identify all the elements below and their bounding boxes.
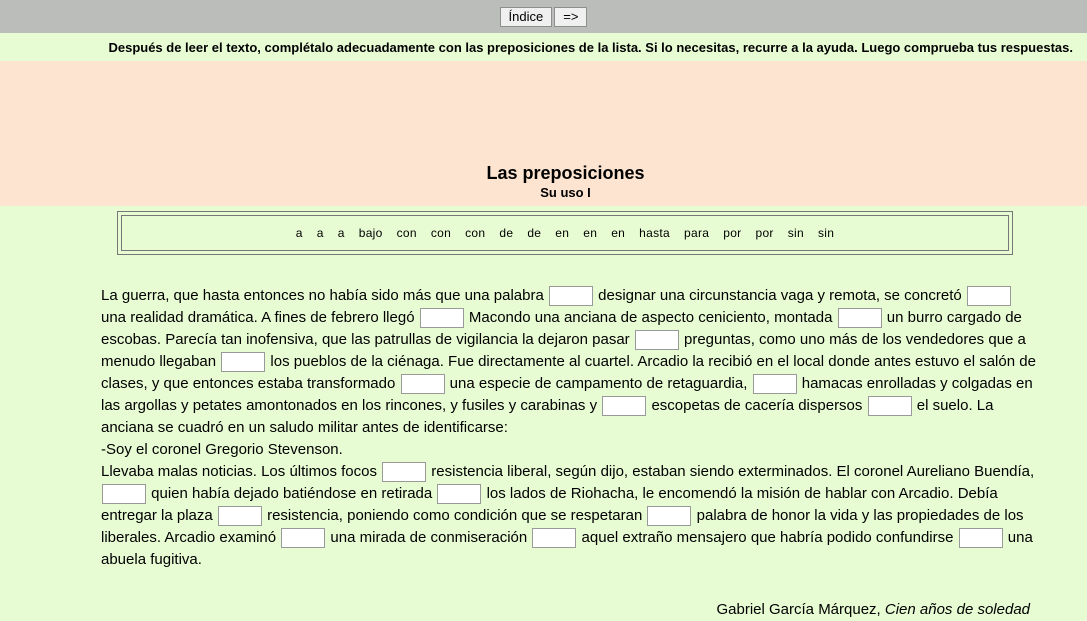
answer-gap-input[interactable] — [437, 484, 481, 504]
word-bank-item: a — [337, 226, 345, 240]
text-segment: el suelo. La anciana se cuadró en un saludo militar antes de identificarse: — [101, 397, 994, 436]
text-segment: quien había dejado batiéndose en retirada — [147, 485, 437, 502]
answer-gap-input[interactable] — [401, 374, 445, 394]
word-bank-item: por — [723, 226, 742, 240]
answer-gap-input[interactable] — [959, 528, 1003, 548]
word-bank-item: hasta — [639, 226, 670, 240]
word-bank-item: sin — [787, 226, 804, 240]
index-button[interactable]: Índice — [500, 7, 553, 27]
page-subtitle: Su uso I — [540, 185, 591, 200]
exercise-text — [101, 285, 1036, 571]
text-segment: los lados de Riohacha, le encomendó la misión de hablar con Arcadio. Debía entregar la plaza — [101, 485, 998, 524]
text-segment: una realidad dramática. A fines de febrero llegó — [101, 309, 419, 326]
word-bank-list — [121, 215, 1009, 251]
word-bank-item: con — [465, 226, 486, 240]
answer-gap-input[interactable] — [281, 528, 325, 548]
answer-gap-input[interactable] — [753, 374, 797, 394]
word-bank-item: sin — [817, 226, 835, 240]
answer-gap-input[interactable] — [967, 286, 1011, 306]
word-bank-item: en — [583, 226, 598, 240]
author-name: Gabriel García Márquez, — [716, 601, 881, 618]
word-bank-item: con — [396, 226, 417, 240]
text-segment: aquel extraño mensajero que habría podido confundirse — [577, 529, 958, 546]
word-bank-item: con — [430, 226, 452, 240]
text-segment: Llevaba malas noticias. Los últimos focos — [101, 463, 382, 480]
answer-gap-input[interactable] — [549, 286, 593, 306]
word-bank — [117, 211, 1013, 255]
answer-gap-input[interactable] — [102, 484, 146, 504]
text-segment: palabra de honor la vida y las propiedades de los liberales. Arcadio examinó — [101, 507, 1024, 546]
word-bank-item: a — [316, 226, 324, 240]
text-segment: una mirada de conmiseración — [326, 529, 532, 546]
answer-gap-input[interactable] — [838, 308, 882, 328]
next-button[interactable]: => — [554, 7, 587, 27]
word-bank-item: bajo — [358, 226, 383, 240]
work-title: Cien años de soledad — [884, 601, 1030, 618]
instructions: Después de leer el texto, complétalo adecuadamente con las preposiciones de la lista. Si lo necesitas, recurre a la ayuda. Luego comprueba tus respuestas. — [108, 40, 1073, 55]
word-bank-item: por — [755, 226, 774, 240]
text-segment: preguntas, como uno más de los vendedores que a menudo llegaban — [101, 331, 1026, 370]
answer-gap-input[interactable] — [532, 528, 576, 548]
paragraph-2: -Soy el coronel Gregorio Stevenson. — [101, 441, 343, 458]
text-segment: La guerra, que hasta entonces no había sido más que una palabra — [101, 287, 548, 304]
word-bank-item: de — [527, 226, 542, 240]
text-segment: una especie de campamento de retaguardia, — [445, 375, 752, 392]
text-segment: hamacas enrolladas y colgadas en las argollas y petates amontonados en los rincones, y fusiles y carabinas y — [101, 375, 1033, 414]
answer-gap-input[interactable] — [382, 462, 426, 482]
text-segment: escopetas de cacería dispersos — [647, 397, 867, 414]
text-segment: una abuela fugitiva. — [101, 529, 1033, 568]
top-nav-bar — [0, 0, 1087, 33]
answer-gap-input[interactable] — [420, 308, 464, 328]
answer-gap-input[interactable] — [602, 396, 646, 416]
word-bank-item: para — [684, 226, 710, 240]
answer-gap-input[interactable] — [221, 352, 265, 372]
text-segment: resistencia liberal, según dijo, estaban siendo exterminados. El coronel Aureliano Buendía, — [427, 463, 1035, 480]
word-bank-item: en — [611, 226, 626, 240]
word-bank-item: de — [499, 226, 514, 240]
text-segment: un burro cargado de escobas. Parecía tan inofensiva, que las patrullas de vigilancia la dejaron pasar — [101, 309, 1022, 348]
attribution — [716, 601, 1030, 618]
text-segment: los pueblos de la ciénaga. Fue directamente al cuartel. Arcadio la recibió en el local donde antes estuvo el salón de clases, y que entonces estaba transformado — [101, 353, 1036, 392]
word-bank-item: a — [295, 226, 303, 240]
answer-gap-input[interactable] — [647, 506, 691, 526]
text-segment: resistencia, poniendo como condición que se respetaran — [262, 507, 647, 524]
word-bank-item: en — [555, 226, 570, 240]
text-segment: Macondo una anciana de aspecto ceniciento, montada — [464, 309, 837, 326]
paragraph-3 — [101, 461, 1036, 571]
page-title: Las preposiciones — [486, 163, 645, 183]
answer-gap-input[interactable] — [635, 330, 679, 350]
answer-gap-input[interactable] — [218, 506, 262, 526]
paragraph-1 — [101, 285, 1036, 439]
answer-gap-input[interactable] — [868, 396, 912, 416]
text-segment: designar una circunstancia vaga y remota, se concretó — [594, 287, 966, 304]
